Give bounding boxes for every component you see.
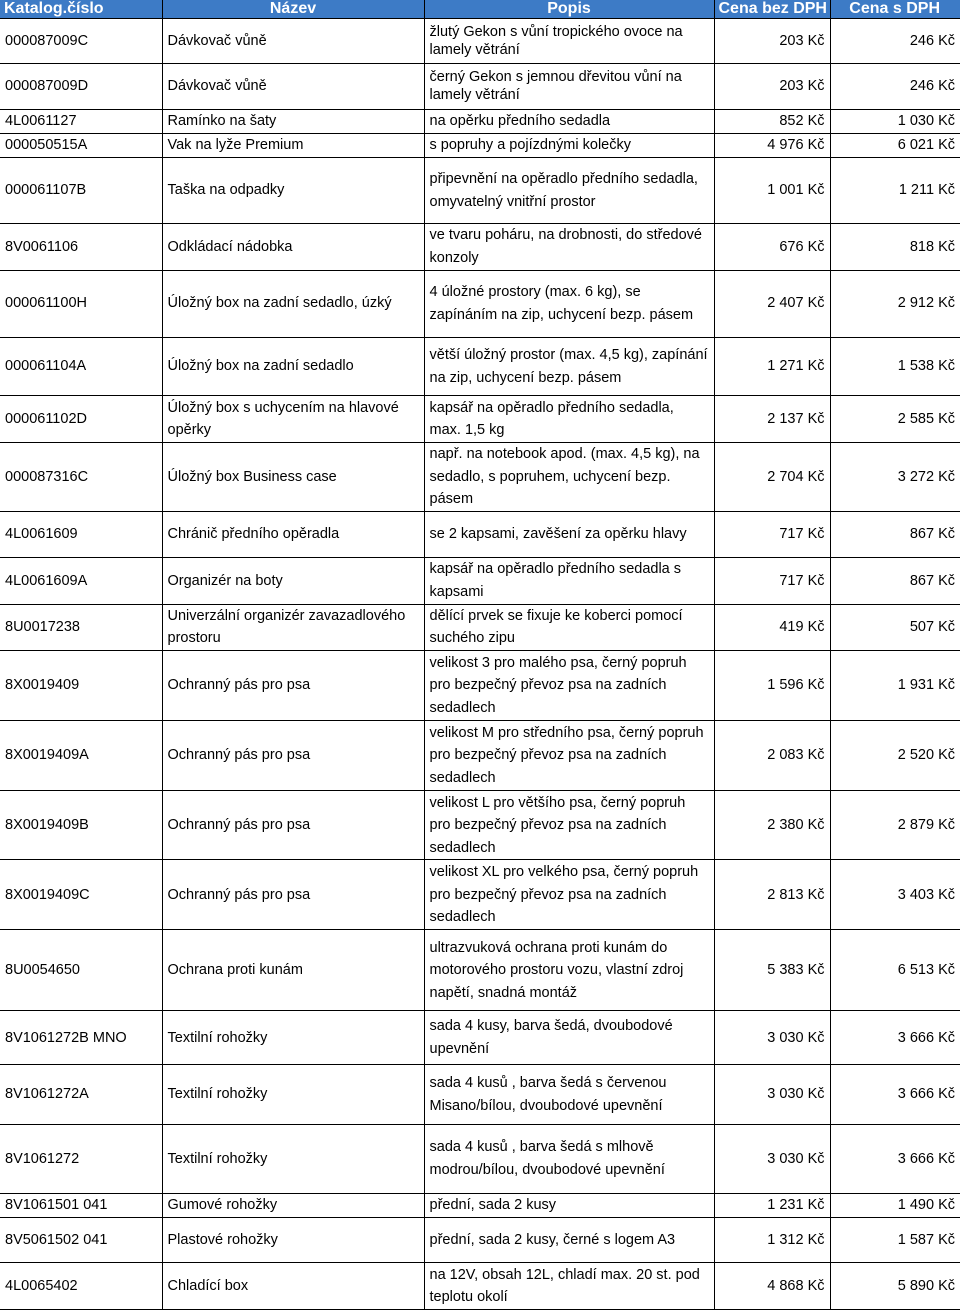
cell-name: Ochranný pás pro psa <box>162 860 424 930</box>
cell-price-incl-vat: 1 538 Kč <box>830 337 960 396</box>
cell-price-excl-vat: 676 Kč <box>714 224 830 271</box>
table-row <box>0 860 960 930</box>
cell-price-incl-vat: 1 211 Kč <box>830 158 960 224</box>
cell-price-incl-vat: 1 587 Kč <box>830 1217 960 1263</box>
cell-name: Textilní rohožky <box>162 1065 424 1125</box>
table-row <box>0 64 960 110</box>
table-row <box>0 158 960 224</box>
cell-price-excl-vat: 852 Kč <box>714 109 830 133</box>
cell-price-excl-vat: 2 380 Kč <box>714 791 830 860</box>
header-price-excl-vat: Cena bez DPH <box>714 0 830 18</box>
cell-price-incl-vat: 507 Kč <box>830 604 960 651</box>
cell-description: přední, sada 2 kusy <box>424 1193 714 1217</box>
cell-name: Taška na odpadky <box>162 158 424 224</box>
table-row <box>0 109 960 133</box>
cell-price-excl-vat: 3 030 Kč <box>714 1124 830 1193</box>
cell-name: Vak na lyže Premium <box>162 134 424 158</box>
cell-name: Dávkovač vůně <box>162 18 424 64</box>
header-name: Název <box>162 0 424 18</box>
table-row <box>0 224 960 271</box>
cell-price-excl-vat: 3 030 Kč <box>714 1065 830 1125</box>
cell-code: 4L0065402 <box>0 1263 162 1310</box>
table-row <box>0 604 960 651</box>
table-row <box>0 791 960 860</box>
cell-price-incl-vat: 2 585 Kč <box>830 396 960 443</box>
cell-price-excl-vat: 717 Kč <box>714 512 830 558</box>
cell-code: 8X0019409C <box>0 860 162 930</box>
cell-price-excl-vat: 2 704 Kč <box>714 443 830 512</box>
cell-name: Chránič předního opěradla <box>162 512 424 558</box>
cell-name: Ochranný pás pro psa <box>162 791 424 860</box>
cell-code: 4L0061609A <box>0 558 162 605</box>
cell-code: 4L0061127 <box>0 109 162 133</box>
cell-price-excl-vat: 1 001 Kč <box>714 158 830 224</box>
cell-code: 000087009C <box>0 18 162 64</box>
cell-name: Odkládací nádobka <box>162 224 424 271</box>
cell-price-incl-vat: 246 Kč <box>830 18 960 64</box>
cell-price-excl-vat: 717 Kč <box>714 558 830 605</box>
cell-description: přední, sada 2 kusy, černé s logem A3 <box>424 1217 714 1263</box>
cell-name: Úložný box na zadní sedadlo <box>162 337 424 396</box>
cell-code: 8X0019409 <box>0 651 162 721</box>
cell-code: 000050515A <box>0 134 162 158</box>
cell-price-incl-vat: 1 030 Kč <box>830 109 960 133</box>
cell-price-excl-vat: 203 Kč <box>714 18 830 64</box>
cell-price-incl-vat: 3 666 Kč <box>830 1011 960 1065</box>
cell-price-incl-vat: 6 021 Kč <box>830 134 960 158</box>
table-row <box>0 1263 960 1310</box>
cell-price-excl-vat: 2 083 Kč <box>714 721 830 791</box>
header-row <box>0 0 960 18</box>
cell-price-incl-vat: 1 490 Kč <box>830 1193 960 1217</box>
cell-description: ve tvaru poháru, na drobnosti, do středové konzoly <box>424 224 714 271</box>
cell-code: 000061100H <box>0 270 162 337</box>
table-row <box>0 1193 960 1217</box>
cell-description: kapsář na opěradlo předního sedadla, max. 1,5 kg <box>424 396 714 443</box>
table-row <box>0 930 960 1011</box>
cell-price-incl-vat: 2 520 Kč <box>830 721 960 791</box>
cell-code: 8U0017238 <box>0 604 162 651</box>
cell-price-incl-vat: 867 Kč <box>830 512 960 558</box>
cell-name: Dávkovač vůně <box>162 64 424 110</box>
cell-name: Textilní rohožky <box>162 1011 424 1065</box>
table-row <box>0 558 960 605</box>
cell-description: připevnění na opěradlo předního sedadla, omyvatelný vnitřní prostor <box>424 158 714 224</box>
cell-price-excl-vat: 4 868 Kč <box>714 1263 830 1310</box>
cell-price-excl-vat: 2 813 Kč <box>714 860 830 930</box>
cell-price-incl-vat: 6 513 Kč <box>830 930 960 1011</box>
cell-name: Plastové rohožky <box>162 1217 424 1263</box>
cell-name: Ochranný pás pro psa <box>162 651 424 721</box>
cell-price-incl-vat: 3 272 Kč <box>830 443 960 512</box>
cell-name: Textilní rohožky <box>162 1124 424 1193</box>
cell-description: velikost L pro většího psa, černý popruh pro bezpečný převoz psa na zadních sedadlech <box>424 791 714 860</box>
cell-price-incl-vat: 3 666 Kč <box>830 1124 960 1193</box>
cell-code: 000087009D <box>0 64 162 110</box>
cell-code: 8U0054650 <box>0 930 162 1011</box>
cell-price-excl-vat: 5 383 Kč <box>714 930 830 1011</box>
cell-name: Ochrana proti kunám <box>162 930 424 1011</box>
cell-description: s popruhy a pojízdnými kolečky <box>424 134 714 158</box>
header-description: Popis <box>424 0 714 18</box>
cell-price-excl-vat: 3 030 Kč <box>714 1011 830 1065</box>
cell-price-incl-vat: 2 912 Kč <box>830 270 960 337</box>
cell-price-excl-vat: 203 Kč <box>714 64 830 110</box>
cell-code: 000061107B <box>0 158 162 224</box>
table-row <box>0 18 960 64</box>
cell-price-excl-vat: 1 312 Kč <box>714 1217 830 1263</box>
cell-code: 8V0061106 <box>0 224 162 271</box>
cell-price-incl-vat: 867 Kč <box>830 558 960 605</box>
cell-code: 8V1061272A <box>0 1065 162 1125</box>
table-row <box>0 1065 960 1125</box>
cell-description: velikost XL pro velkého psa, černý popruh pro bezpečný převoz psa na zadních sedadlech <box>424 860 714 930</box>
table-row <box>0 1011 960 1065</box>
cell-name: Úložný box na zadní sedadlo, úzký <box>162 270 424 337</box>
table-row <box>0 337 960 396</box>
cell-code: 8X0019409A <box>0 721 162 791</box>
table-row <box>0 721 960 791</box>
cell-description: kapsář na opěradlo předního sedadla s kapsami <box>424 558 714 605</box>
cell-description: větší úložný prostor (max. 4,5 kg), zapínání na zip, uchycení bezp. pásem <box>424 337 714 396</box>
cell-description: např. na notebook apod. (max. 4,5 kg), na sedadlo, s popruhem, uchycení bezp. pásem <box>424 443 714 512</box>
cell-price-incl-vat: 246 Kč <box>830 64 960 110</box>
table-row <box>0 134 960 158</box>
table-row <box>0 512 960 558</box>
cell-description: velikost M pro středního psa, černý popruh pro bezpečný převoz psa na zadních sedadlech <box>424 721 714 791</box>
cell-description: sada 4 kusů , barva šedá s mlhově modrou/bílou, dvoubodové upevnění <box>424 1124 714 1193</box>
table-row <box>0 396 960 443</box>
cell-price-incl-vat: 5 890 Kč <box>830 1263 960 1310</box>
table-row <box>0 1217 960 1263</box>
table-row <box>0 1124 960 1193</box>
cell-code: 4L0061609 <box>0 512 162 558</box>
cell-code: 000061102D <box>0 396 162 443</box>
cell-description: žlutý Gekon s vůní tropického ovoce na lamely větrání <box>424 18 714 64</box>
cell-name: Úložný box s uchycením na hlavové opěrky <box>162 396 424 443</box>
cell-price-excl-vat: 1 596 Kč <box>714 651 830 721</box>
cell-price-incl-vat: 3 403 Kč <box>830 860 960 930</box>
cell-name: Ramínko na šaty <box>162 109 424 133</box>
cell-code: 000087316C <box>0 443 162 512</box>
cell-name: Ochranný pás pro psa <box>162 721 424 791</box>
cell-price-incl-vat: 818 Kč <box>830 224 960 271</box>
cell-description: 4 úložné prostory (max. 6 kg), se zapínáním na zip, uchycení bezp. pásem <box>424 270 714 337</box>
cell-description: velikost 3 pro malého psa, černý popruh pro bezpečný převoz psa na zadních sedadlech <box>424 651 714 721</box>
cell-name: Úložný box Business case <box>162 443 424 512</box>
cell-description: sada 4 kusy, barva šedá, dvoubodové upevnění <box>424 1011 714 1065</box>
cell-price-incl-vat: 2 879 Kč <box>830 791 960 860</box>
cell-price-excl-vat: 4 976 Kč <box>714 134 830 158</box>
cell-price-excl-vat: 1 231 Kč <box>714 1193 830 1217</box>
cell-description: na opěrku předního sedadla <box>424 109 714 133</box>
cell-price-excl-vat: 2 137 Kč <box>714 396 830 443</box>
cell-code: 8V1061272 <box>0 1124 162 1193</box>
cell-description: sada 4 kusů , barva šedá s červenou Misano/bílou, dvoubodové upevnění <box>424 1065 714 1125</box>
cell-description: se 2 kapsami, zavěšení za opěrku hlavy <box>424 512 714 558</box>
cell-description: dělící prvek se fixuje ke koberci pomocí suchého zipu <box>424 604 714 651</box>
cell-price-excl-vat: 1 271 Kč <box>714 337 830 396</box>
table-header <box>0 0 960 18</box>
cell-price-excl-vat: 419 Kč <box>714 604 830 651</box>
cell-price-incl-vat: 1 931 Kč <box>830 651 960 721</box>
table-row <box>0 270 960 337</box>
header-price-incl-vat: Cena s DPH <box>830 0 960 18</box>
cell-code: 000061104A <box>0 337 162 396</box>
cell-name: Organizér na boty <box>162 558 424 605</box>
table-row <box>0 443 960 512</box>
cell-name: Univerzální organizér zavazadlového prostoru <box>162 604 424 651</box>
cell-price-excl-vat: 2 407 Kč <box>714 270 830 337</box>
table-body <box>0 18 960 1310</box>
cell-code: 8V1061272B MNO <box>0 1011 162 1065</box>
cell-description: ultrazvuková ochrana proti kunám do motorového prostoru vozu, vlastní zdroj napětí, snadná montáž <box>424 930 714 1011</box>
cell-name: Chladící box <box>162 1263 424 1310</box>
cell-description: na 12V, obsah 12L, chladí max. 20 st. pod teplotu okolí <box>424 1263 714 1310</box>
cell-code: 8V1061501 041 <box>0 1193 162 1217</box>
cell-description: černý Gekon s jemnou dřevitou vůní na lamely větrání <box>424 64 714 110</box>
cell-code: 8V5061502 041 <box>0 1217 162 1263</box>
cell-price-incl-vat: 3 666 Kč <box>830 1065 960 1125</box>
cell-name: Gumové rohožky <box>162 1193 424 1217</box>
table-row <box>0 651 960 721</box>
cell-code: 8X0019409B <box>0 791 162 860</box>
header-code: Katalog.číslo <box>0 0 162 18</box>
